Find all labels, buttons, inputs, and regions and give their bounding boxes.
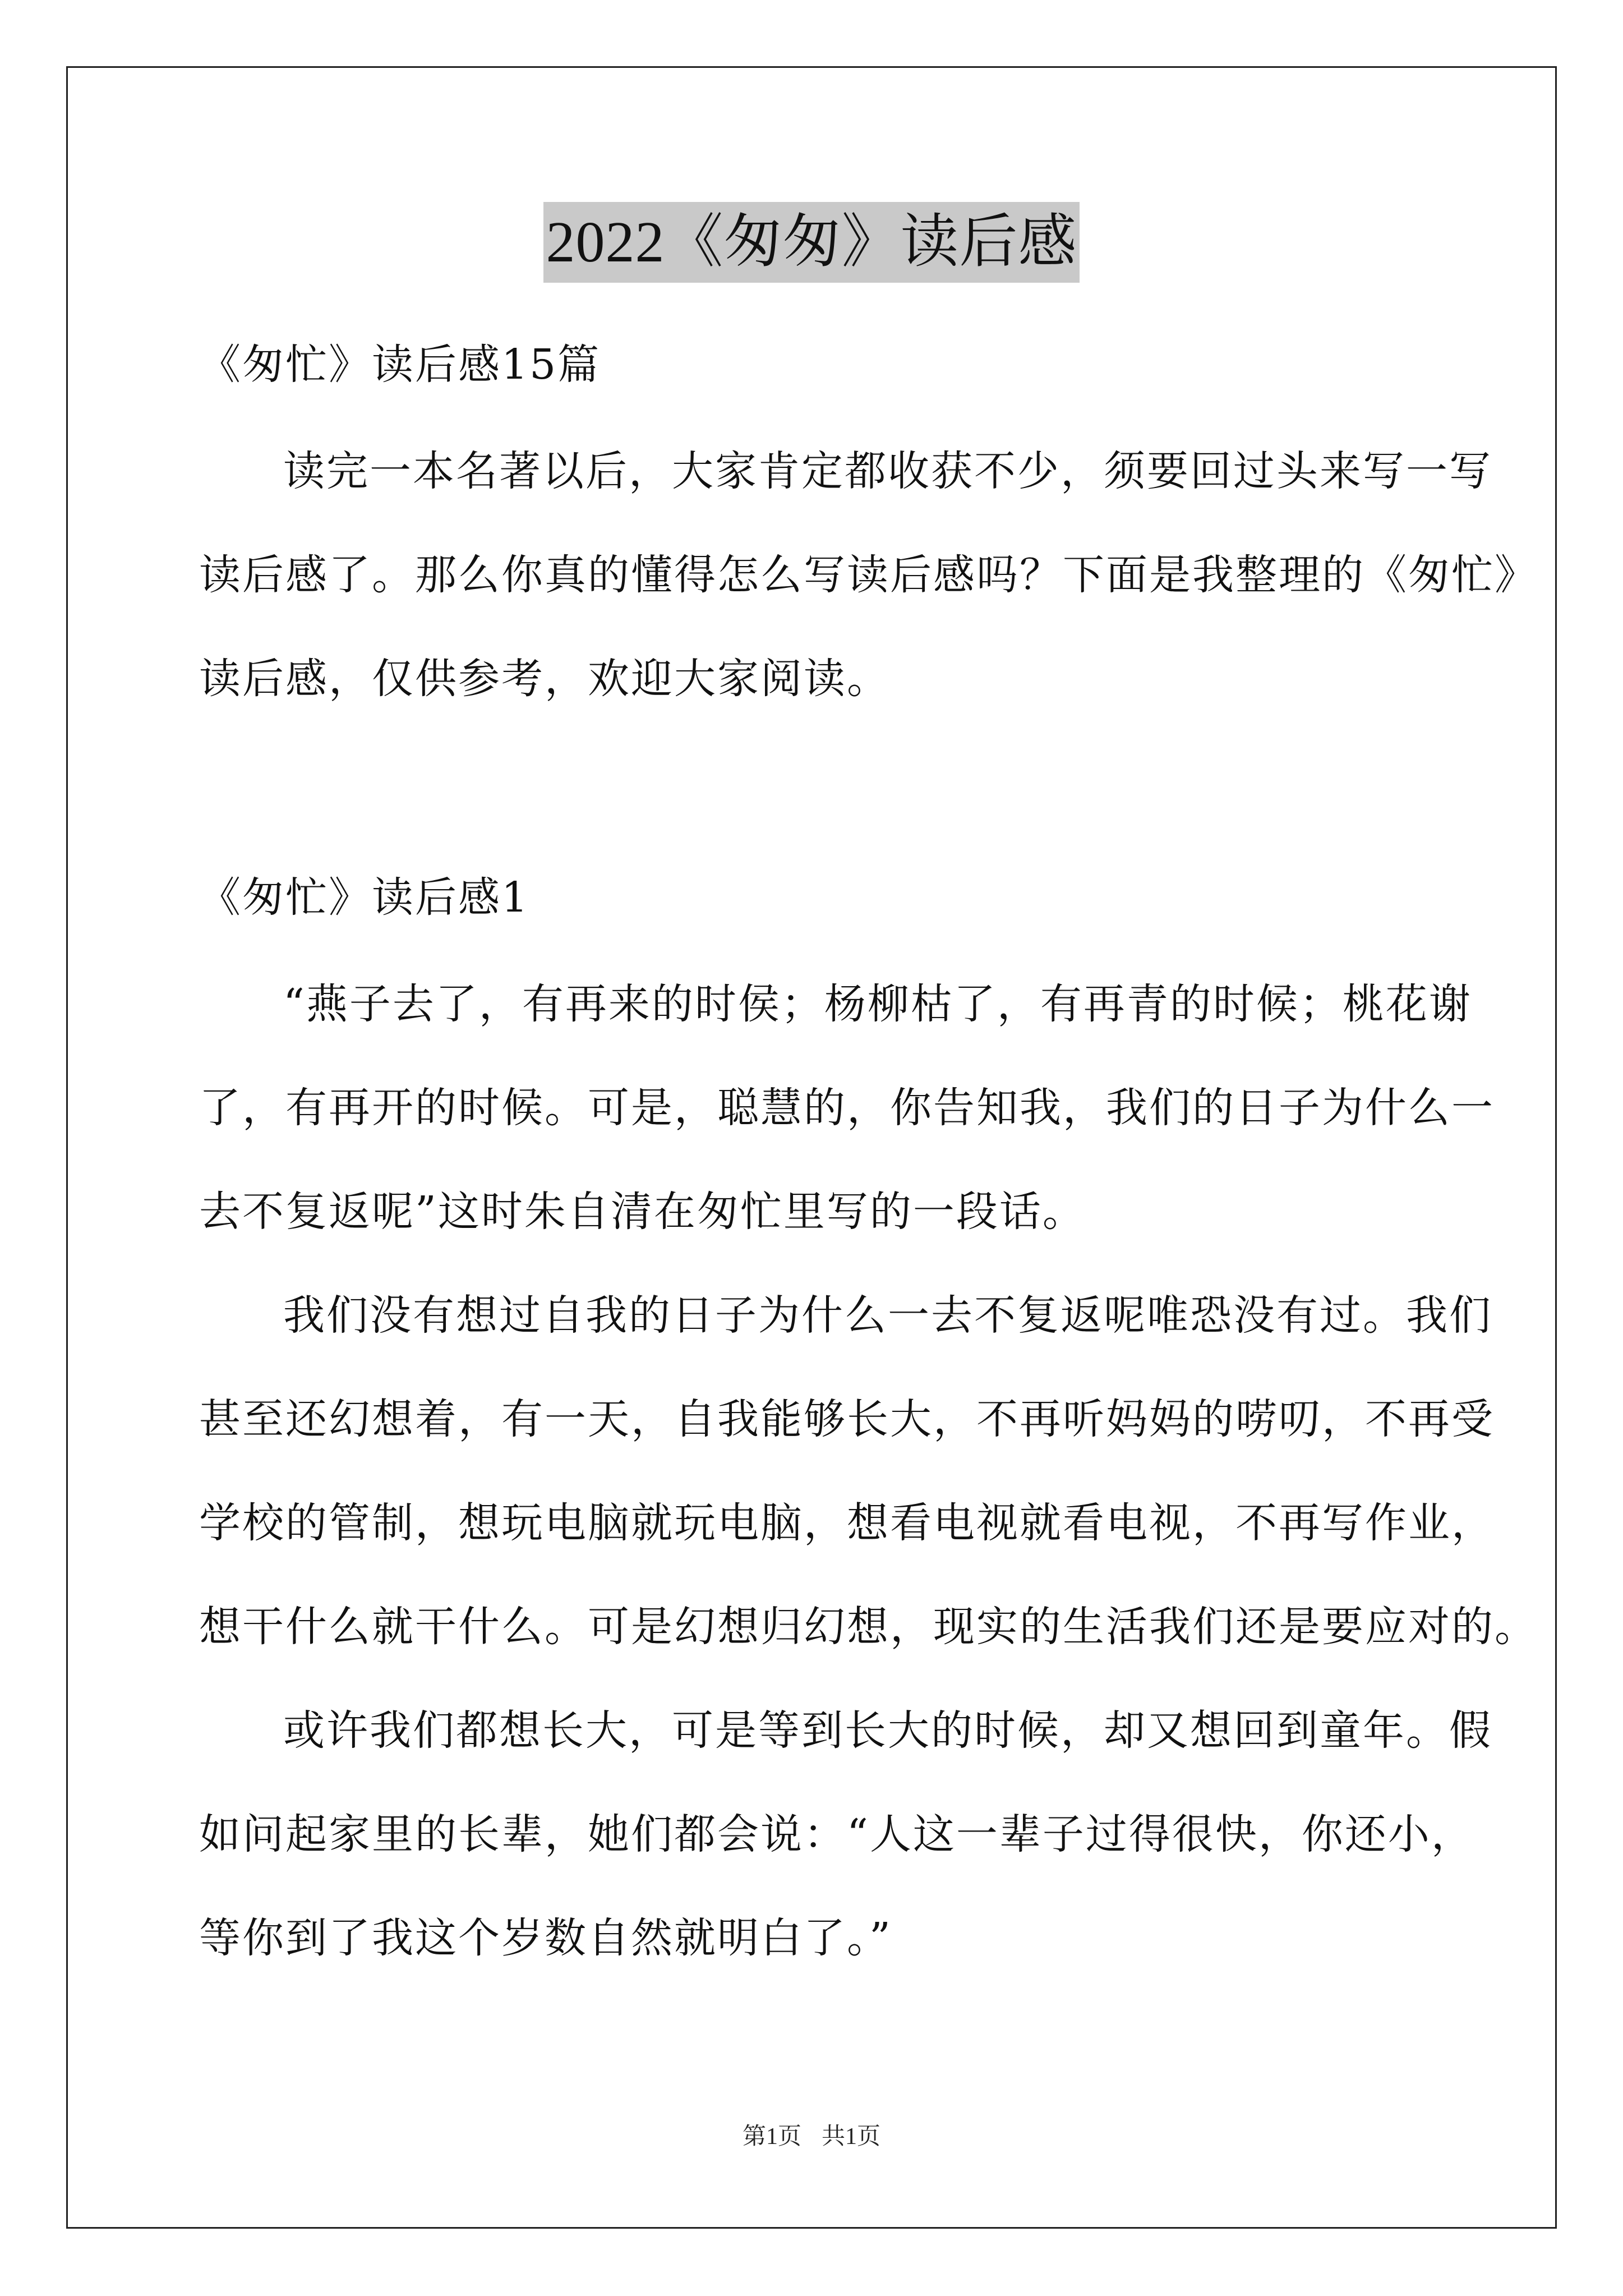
paragraph-line: 我们没有想过自我的日子为什么一去不复返呢唯恐没有过。我们 <box>283 1291 1492 1340</box>
page-total: 共1页 <box>822 2124 881 2150</box>
paragraph-line: 学校的管制，想玩电脑就玩电脑，想看电视就看电视，不再写作业， <box>199 1499 1495 1547</box>
paragraph-line: 想干什么就干什么。可是幻想归幻想，现实的生活我们还是要应对的。 <box>199 1603 1538 1651</box>
subtitle: 《匆忙》读后感15篇 <box>199 341 601 389</box>
page-number: 第1页 <box>742 2124 801 2150</box>
intro-line: 读后感了。那么你真的懂得怎么写读后感吗？下面是我整理的《匆忙》 <box>199 551 1538 599</box>
paragraph-line: 等你到了我这个岁数自然就明白了。” <box>199 1914 892 1962</box>
paragraph-line: 去不复返呢”这时朱自清在匆忙里写的一段话。 <box>199 1188 1086 1236</box>
document-title: 2022《匆匆》读后感 <box>543 202 1079 283</box>
paragraph-line: 如问起家里的长辈，她们都会说：“人这一辈子过得很快，你还小， <box>199 1810 1474 1858</box>
paragraph-1 <box>199 976 1495 1287</box>
intro-paragraph <box>199 443 1538 754</box>
paragraph-line: 或许我们都想长大，可是等到长大的时候，却又想回到童年。假 <box>283 1706 1492 1755</box>
paragraph-2 <box>199 1287 1538 1703</box>
intro-line: 读完一本名著以后，大家肯定都收获不少，须要回过头来写一写 <box>283 447 1492 495</box>
section-heading: 《匆忙》读后感1 <box>199 873 530 922</box>
paragraph-3 <box>199 1703 1492 2014</box>
paragraph-line: “燕子去了，有再来的时侯；杨柳枯了，有再青的时候；桃花谢 <box>283 980 1472 1028</box>
page-footer <box>0 2118 1623 2151</box>
intro-line: 读后感，仅供参考，欢迎大家阅读。 <box>199 655 890 703</box>
paragraph-line: 甚至还幻想着，有一天，自我能够长大，不再听妈妈的唠叨，不再受 <box>199 1395 1495 1443</box>
paragraph-line: 了，有再开的时候。可是，聪慧的，你告知我，我们的日子为什么一 <box>199 1084 1495 1132</box>
title-wrap <box>0 202 1623 283</box>
